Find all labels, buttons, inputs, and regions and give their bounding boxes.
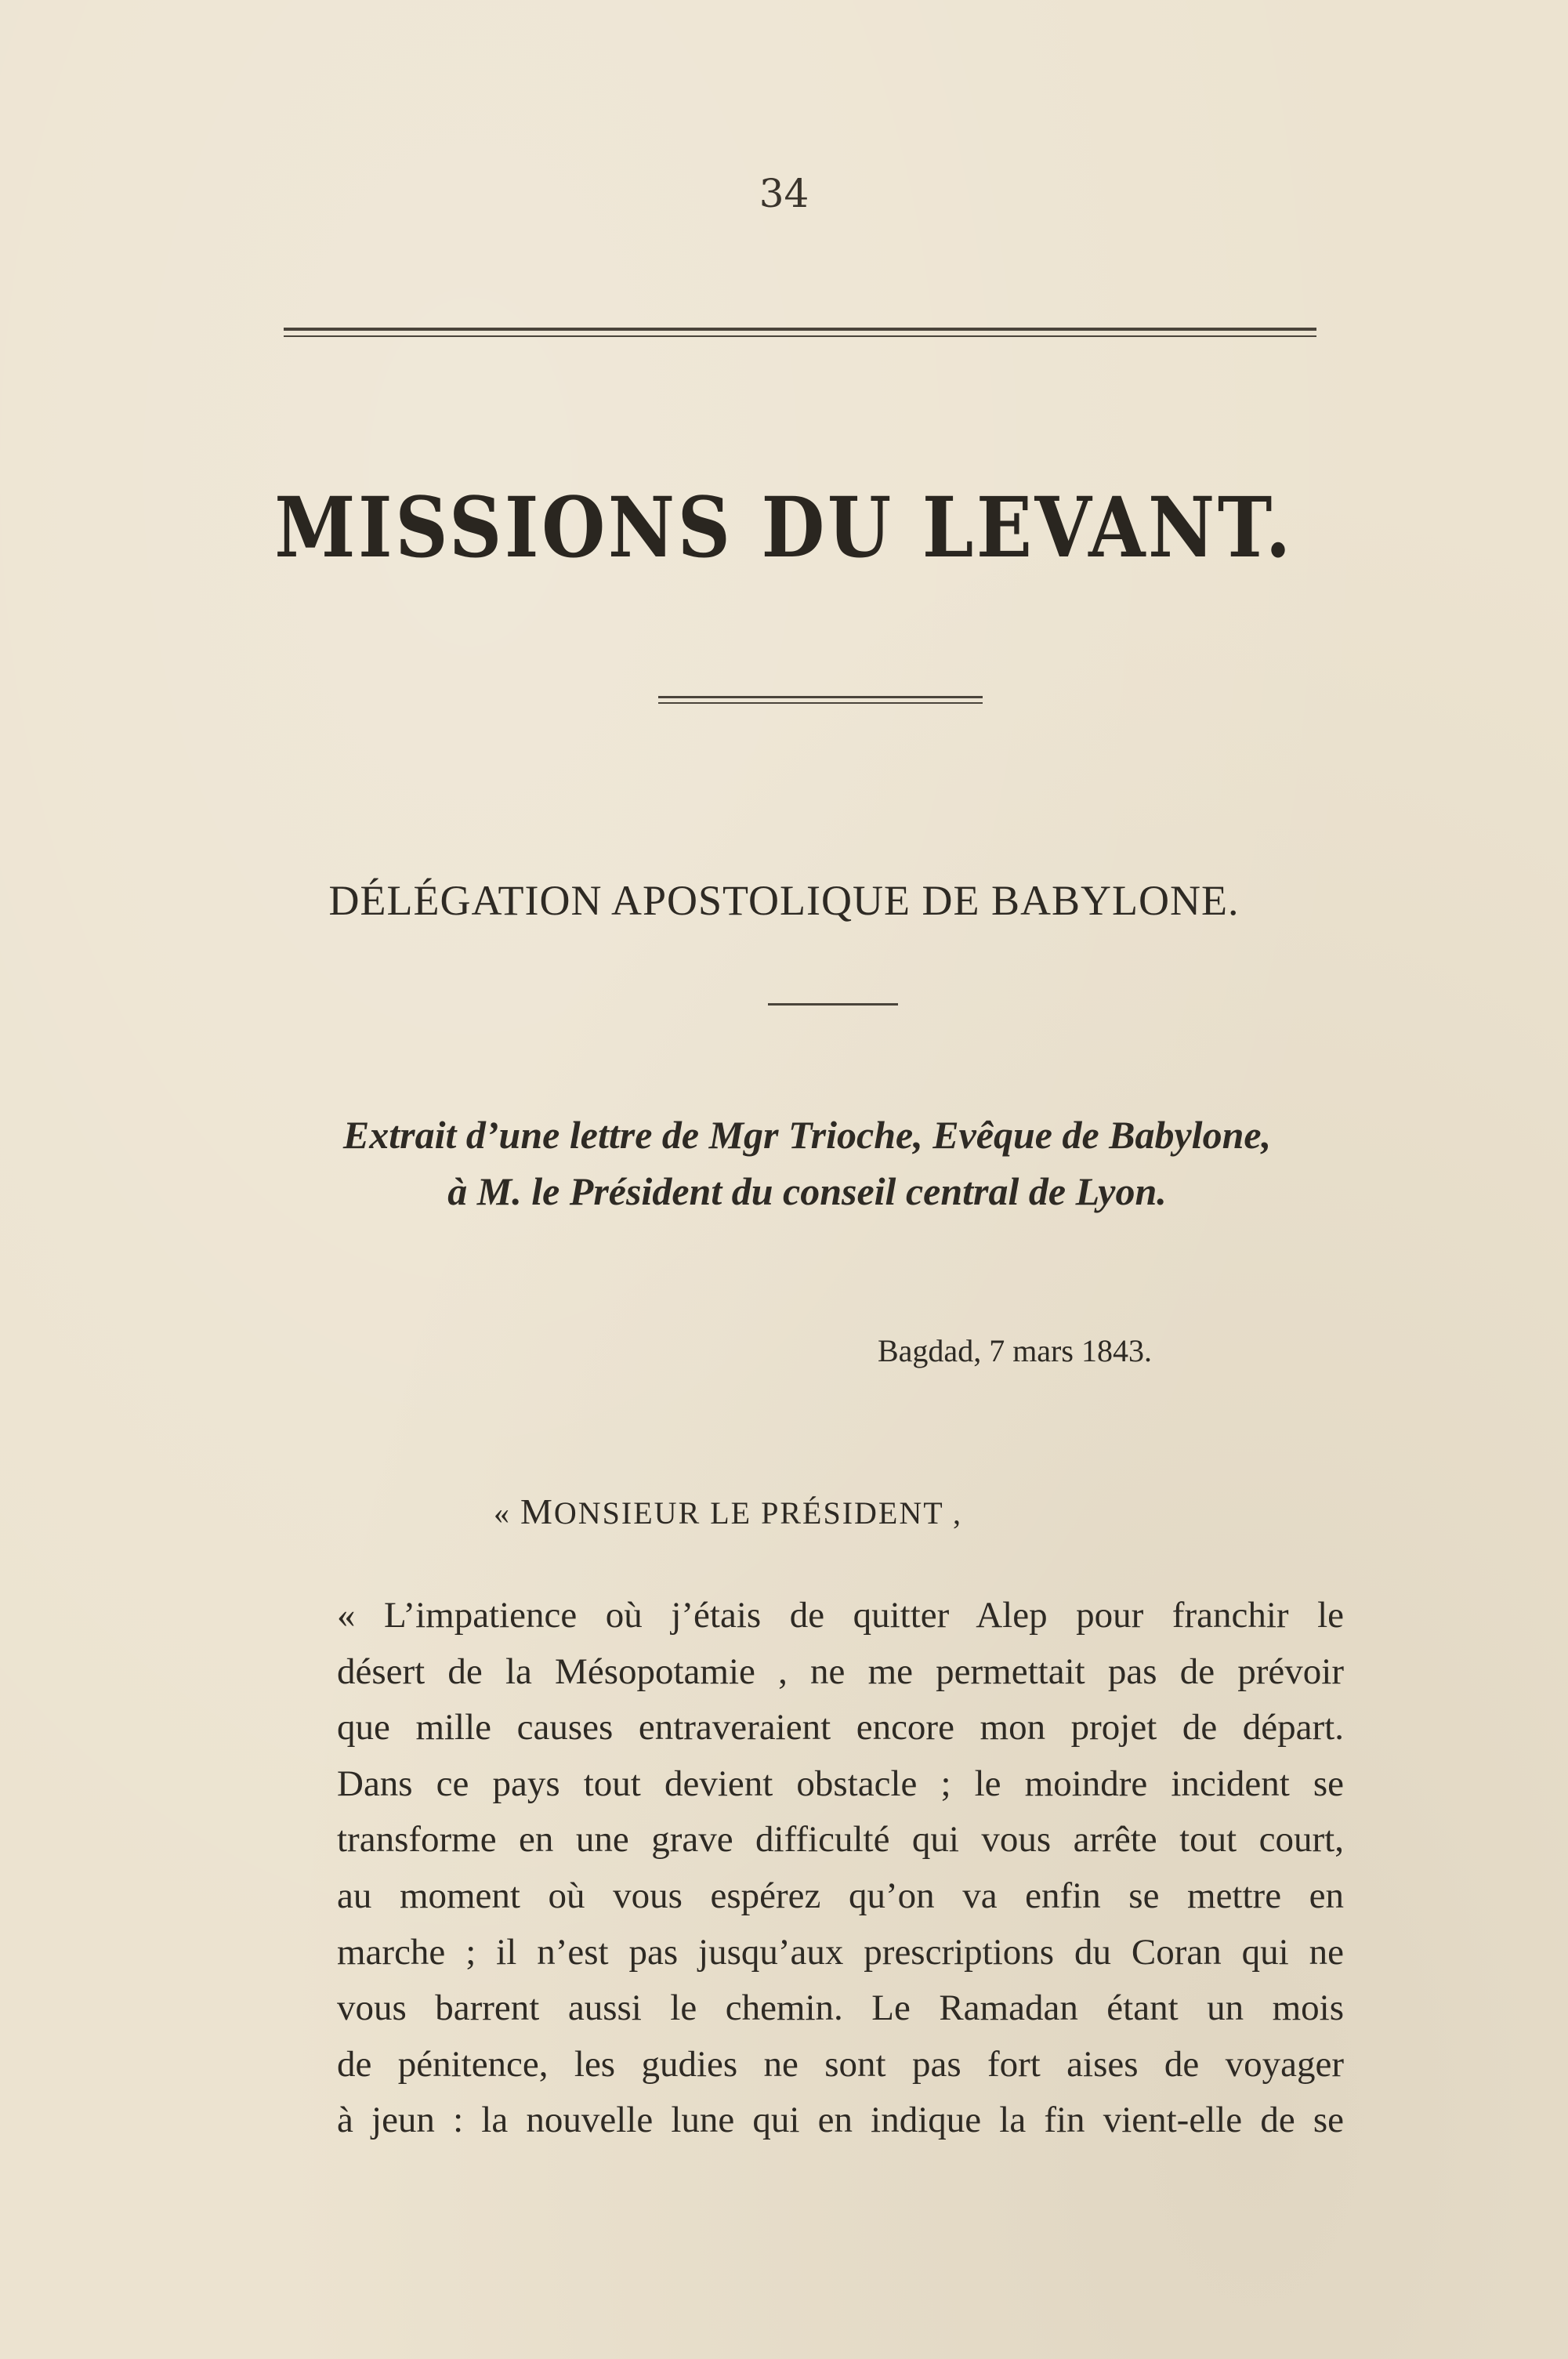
body-line: que mille causes entraveraient encore mon projet de départ.: [337, 1707, 1344, 1748]
salutation-initial: M: [520, 1491, 554, 1531]
page-title: MISSIONS DU LEVANT.: [274, 478, 1294, 576]
body-line: marche ; il n’est pas jusqu’aux prescriptions du Coran qui ne: [337, 1931, 1344, 1973]
extract-line-2: à M. le Président du conseil central de Lyon.: [447, 1169, 1167, 1213]
header-double-rule: [284, 328, 1316, 337]
letter-dateline: Bagdad, 7 mars 1843.: [878, 1333, 1152, 1368]
body-line: transforme en une grave difficulté qui vous arrête tout court,: [337, 1819, 1344, 1861]
body-line: à jeun : la nouvelle lune qui en indique la fin vient-elle de se: [337, 2100, 1344, 2141]
page-number: 34: [759, 171, 809, 216]
title-divider-rule: [658, 696, 983, 704]
extract-line-1: Extrait d’une lettre de Mgr Trioche, Evêque de Babylone,: [342, 1113, 1272, 1157]
letter-extract-caption: [259, 1107, 1356, 1219]
body-line: Dans ce pays tout devient obstacle ; le moindre incident se: [337, 1763, 1344, 1804]
section-divider-rule: [768, 1003, 898, 1006]
body-line: vous barrent aussi le chemin. Le Ramadan étant un mois: [337, 1988, 1344, 2029]
letter-salutation: [494, 1491, 1199, 1532]
body-line: désert de la Mésopotamie , ne me permettait pas de prévoir: [337, 1651, 1344, 1692]
body-line: « L’impatience où j’étais de quitter Alep pour franchir le: [337, 1595, 1344, 1636]
body-line: au moment où vous espérez qu’on va enfin se mettre en: [337, 1875, 1344, 1916]
salutation-rest: ONSIEUR LE PRÉSIDENT ,: [553, 1495, 962, 1531]
letter-body: [337, 1588, 1344, 2149]
section-heading: DÉLÉGATION APOSTOLIQUE DE BABYLONE.: [328, 877, 1240, 924]
body-line: de pénitence, les gudies ne sont pas fort aises de voyager: [337, 2043, 1344, 2085]
salutation-open-quote: «: [494, 1495, 520, 1531]
